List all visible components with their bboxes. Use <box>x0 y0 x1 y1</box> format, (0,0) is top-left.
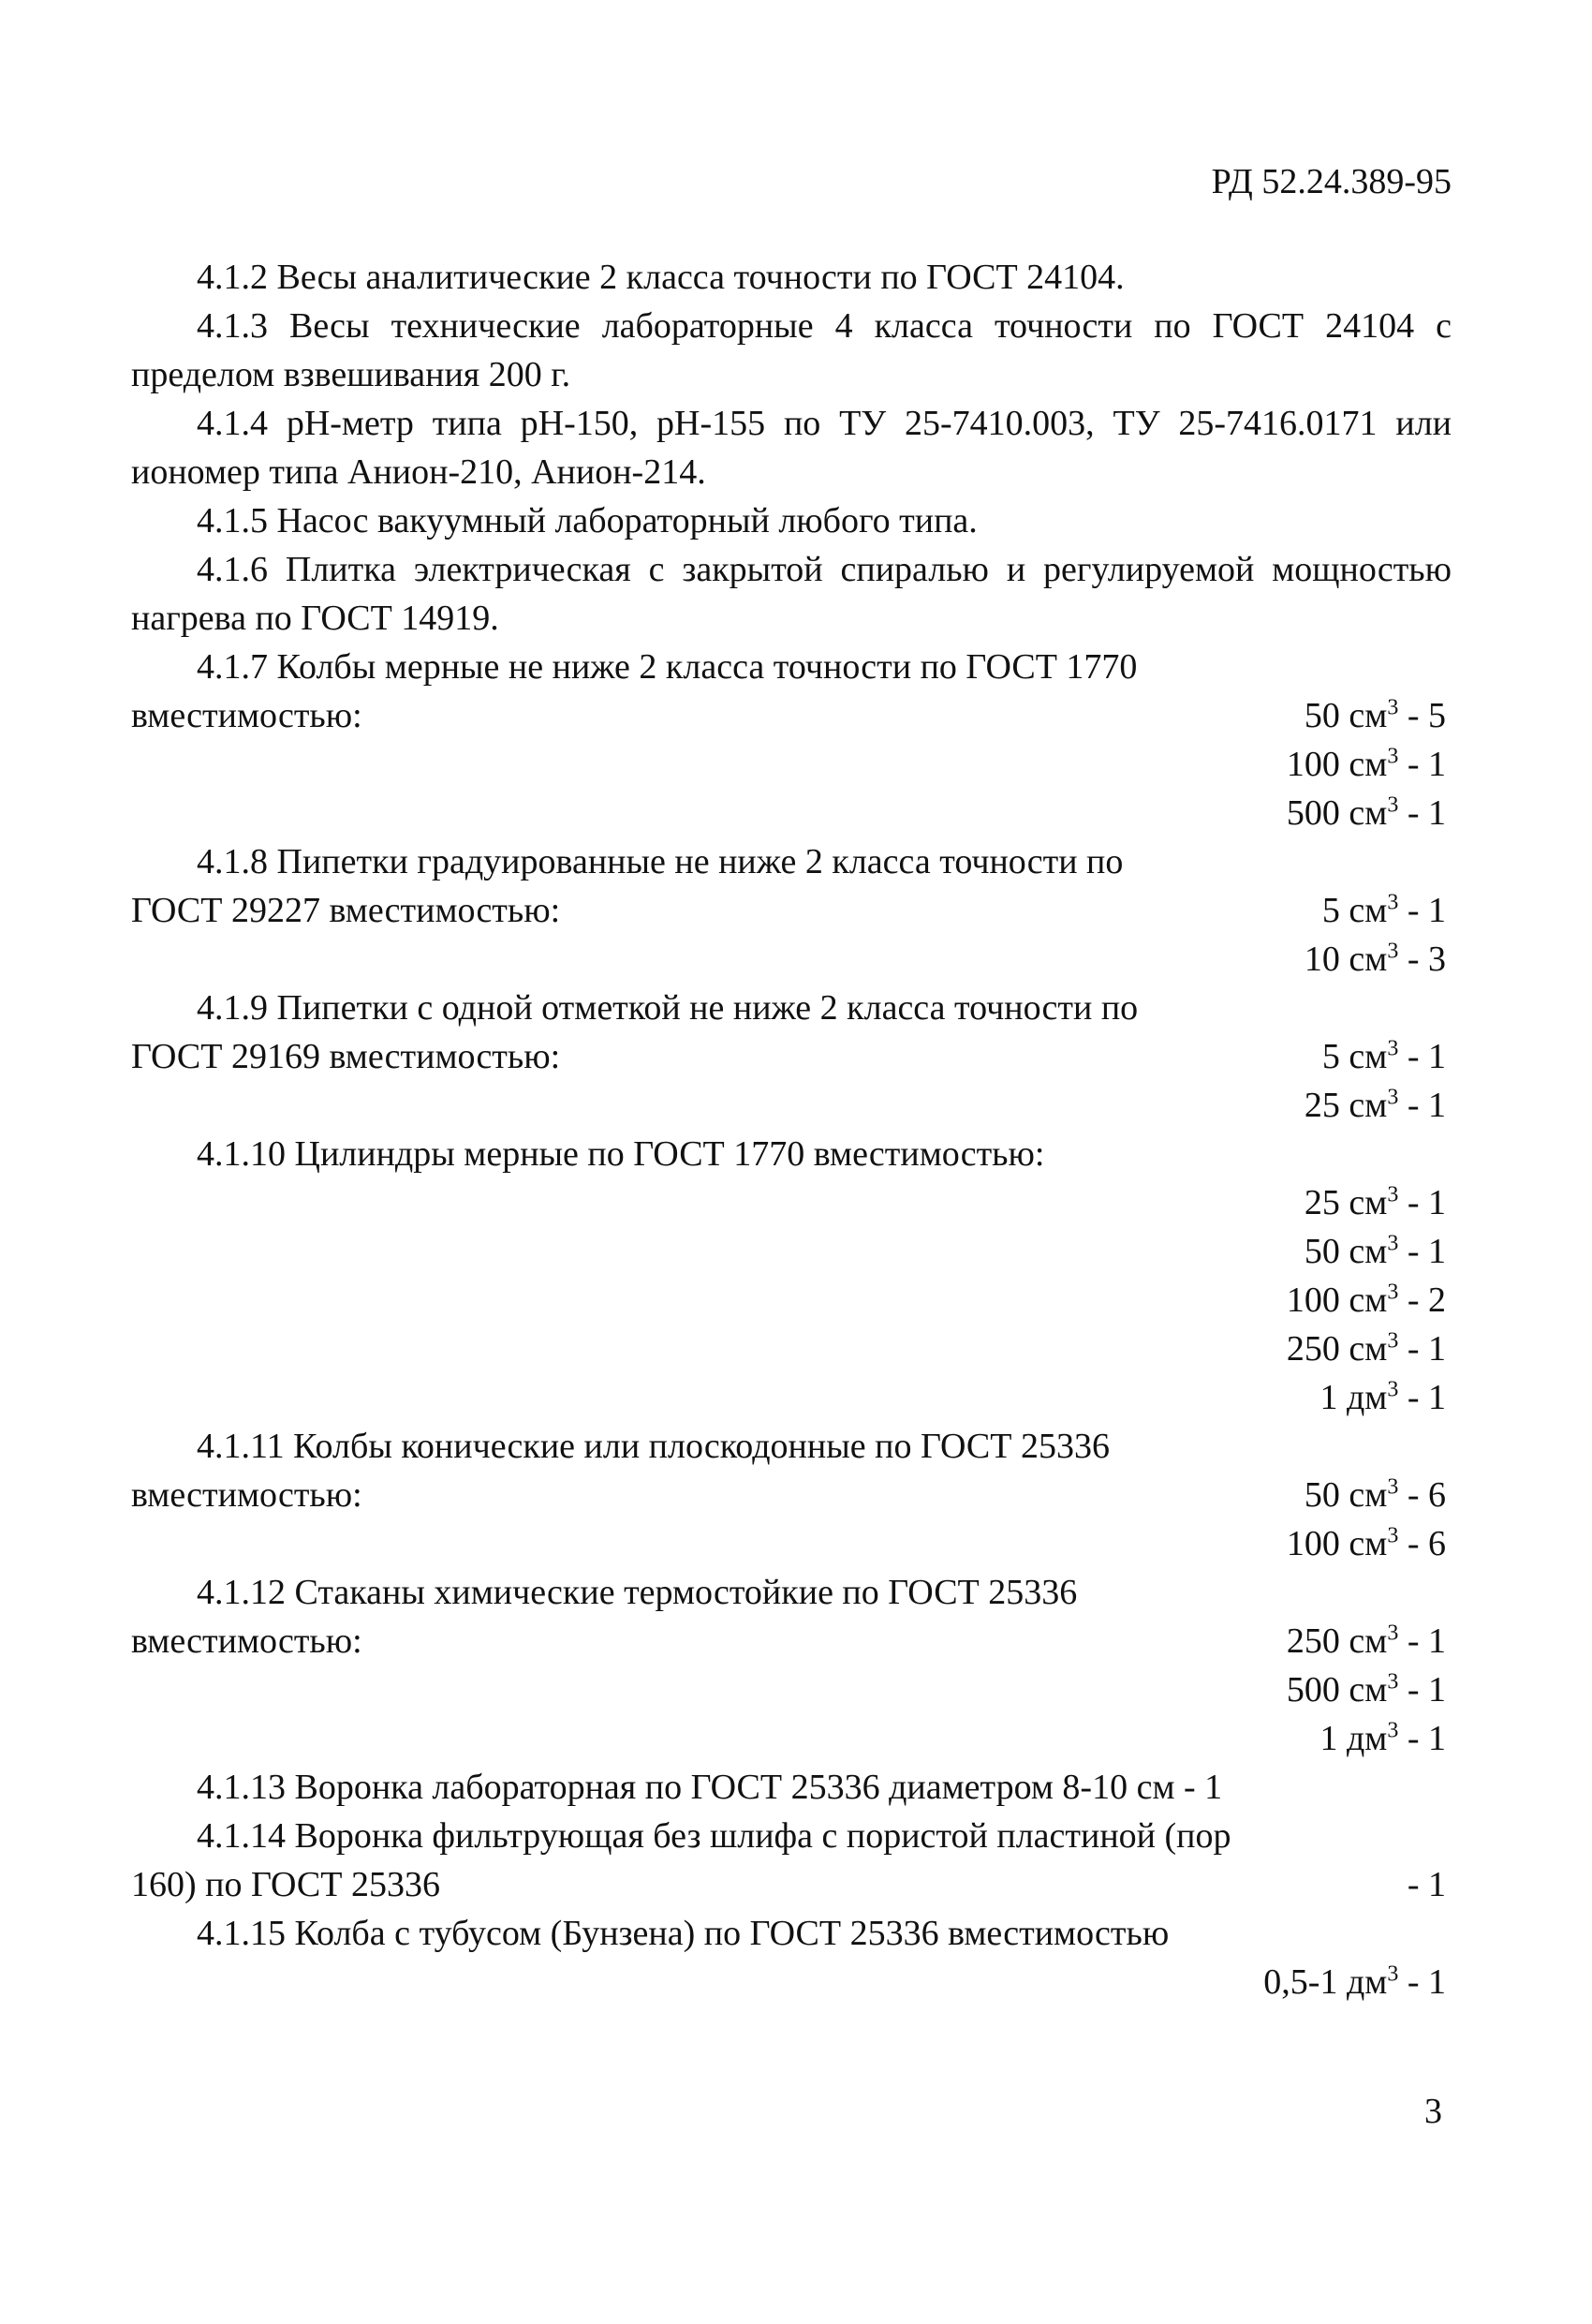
item-description: pH-метр типа pH-150, pH-155 по ТУ 25-7410.003, ТУ 25-7416.0171 или иономер типа Анион-210, Анион-214. <box>131 404 1452 492</box>
capacity-value <box>1305 1178 1452 1227</box>
list-item <box>131 837 1452 984</box>
capacity-value <box>1322 1032 1452 1081</box>
item-number: 4.1.14 <box>197 1816 286 1856</box>
item-description: Пипетки градуированные не ниже 2 класса точности по <box>276 842 1124 881</box>
capacity-row <box>131 1178 1452 1227</box>
item-text <box>131 1130 1452 1178</box>
capacity-row <box>131 1081 1452 1130</box>
capacity-unit-exponent: 3 <box>1387 1961 1399 1987</box>
item-number: 4.1.15 <box>197 1914 286 1953</box>
list-item <box>131 1568 1452 1763</box>
list-item <box>131 984 1452 1130</box>
capacity-row <box>131 1471 1452 1519</box>
capacity-row <box>131 935 1452 984</box>
capacity-value <box>1287 1276 1452 1325</box>
item-text <box>131 1568 1452 1617</box>
capacity-volume: 250 см <box>1286 1621 1388 1661</box>
item-text <box>131 399 1452 496</box>
item-number: 4.1.9 <box>197 988 268 1028</box>
list-item <box>131 302 1452 399</box>
capacity-row <box>131 1665 1452 1714</box>
item-number: 4.1.11 <box>197 1427 285 1466</box>
item-text <box>131 496 1452 545</box>
capacity-unit-exponent: 3 <box>1387 1718 1399 1743</box>
item-text <box>131 302 1452 399</box>
item-lead: ГОСТ 29169 вместимостью: <box>131 1037 561 1076</box>
capacity-count: - 5 <box>1407 696 1446 735</box>
item-number: 4.1.2 <box>197 258 268 297</box>
capacity-count: - 1 <box>1407 1329 1446 1369</box>
item-text <box>131 253 1452 302</box>
capacity-unit-exponent: 3 <box>1387 1328 1399 1354</box>
capacity-volume: 5 см <box>1321 1037 1388 1076</box>
capacity-unit-exponent: 3 <box>1387 939 1399 964</box>
item-text <box>131 984 1452 1032</box>
capacity-value <box>1305 935 1452 984</box>
capacity-count: - 1 <box>1407 1719 1446 1758</box>
item-number: 4.1.6 <box>197 550 268 589</box>
item-text <box>131 545 1452 643</box>
item-number: 4.1.5 <box>197 501 268 540</box>
list-item <box>131 1909 1452 2006</box>
item-description: Плитка электрическая с закрытой спиралью и регулируемой мощностью нагрева по ГОСТ 14919. <box>131 550 1452 638</box>
capacity-count: - 1 <box>1407 1865 1446 1904</box>
capacity-unit-exponent: 3 <box>1387 695 1399 720</box>
item-lead: вместимостью: <box>131 1475 362 1515</box>
item-description: Весы технические лабораторные 4 класса точности по ГОСТ 24104 с пределом взвешивания 200 г. <box>131 306 1452 394</box>
item-number: 4.1.4 <box>197 404 268 443</box>
item-description: Колбы конические или плоскодонные по ГОСТ 25336 <box>293 1427 1110 1466</box>
capacity-volume: 1 дм <box>1319 1719 1388 1758</box>
capacity-volume: 50 см <box>1304 696 1388 735</box>
capacity-row <box>131 691 1452 740</box>
capacity-count: - 6 <box>1407 1475 1446 1515</box>
item-description: Колбы мерные не ниже 2 класса точности по ГОСТ 1770 <box>276 647 1138 687</box>
capacity-unit-exponent: 3 <box>1387 1669 1399 1695</box>
capacity-value <box>1305 1081 1452 1130</box>
item-description: Стаканы химические термостойкие по ГОСТ 25336 <box>294 1573 1078 1612</box>
list-item <box>131 399 1452 496</box>
capacity-unit-exponent: 3 <box>1387 1182 1399 1207</box>
capacity-volume: 50 см <box>1304 1232 1388 1271</box>
capacity-value <box>1305 1227 1452 1276</box>
page-number: 3 <box>1424 2092 1442 2131</box>
item-description: Воронка лабораторная по ГОСТ 25336 диаметром 8-10 см - 1 <box>294 1768 1223 1807</box>
capacity-volume: 100 см <box>1286 745 1388 784</box>
capacity-value <box>1287 1325 1452 1373</box>
capacity-value <box>1287 1665 1452 1714</box>
capacity-row <box>131 1958 1452 2006</box>
capacity-row <box>131 740 1452 789</box>
item-text <box>131 1909 1452 1958</box>
capacity-count: - 2 <box>1407 1280 1446 1320</box>
list-item <box>131 1422 1452 1568</box>
item-text <box>131 837 1452 886</box>
list-item <box>131 253 1452 302</box>
capacity-row <box>131 1276 1452 1325</box>
capacity-count: - 1 <box>1407 1183 1446 1222</box>
list-item <box>131 1812 1452 1909</box>
capacity-unit-exponent: 3 <box>1387 1085 1399 1110</box>
capacity-row <box>131 886 1452 935</box>
capacity-row <box>131 1617 1452 1665</box>
item-number: 4.1.13 <box>197 1768 286 1807</box>
capacity-unit-exponent: 3 <box>1387 1280 1399 1305</box>
capacity-count: - 6 <box>1407 1524 1446 1563</box>
item-text <box>131 643 1452 691</box>
capacity-volume: 250 см <box>1286 1329 1388 1369</box>
capacity-volume: 500 см <box>1286 1670 1388 1710</box>
capacity-value <box>1408 1860 1452 1909</box>
capacity-row <box>131 1373 1452 1422</box>
capacity-row <box>131 1714 1452 1763</box>
capacity-value <box>1287 1519 1452 1568</box>
capacity-row <box>131 1227 1452 1276</box>
item-text <box>131 1812 1452 1860</box>
capacity-count: - 1 <box>1407 1378 1446 1417</box>
capacity-value <box>1322 886 1452 935</box>
item-description: Колба с тубусом (Бунзена) по ГОСТ 25336 вместимостью <box>294 1914 1170 1953</box>
capacity-unit-exponent: 3 <box>1387 1036 1399 1061</box>
list-item <box>131 496 1452 545</box>
item-lead: ГОСТ 29227 вместимостью: <box>131 891 561 930</box>
capacity-volume: 1 дм <box>1319 1378 1388 1417</box>
capacity-value <box>1287 1617 1452 1665</box>
capacity-value <box>1319 1714 1452 1763</box>
capacity-count: - 1 <box>1407 1621 1446 1661</box>
capacity-row <box>131 1032 1452 1081</box>
capacity-unit-exponent: 3 <box>1387 792 1399 818</box>
capacity-volume: 500 см <box>1286 793 1388 833</box>
capacity-unit-exponent: 3 <box>1387 1621 1399 1646</box>
capacity-count: - 1 <box>1407 745 1446 784</box>
capacity-value <box>1287 740 1452 789</box>
item-number: 4.1.3 <box>197 306 268 346</box>
item-description: Насос вакуумный лабораторный любого типа. <box>276 501 978 540</box>
capacity-volume: 0,5-1 дм <box>1263 1962 1388 2002</box>
capacity-row <box>131 1519 1452 1568</box>
item-description: Пипетки с одной отметкой не ниже 2 класса точности по <box>276 988 1139 1028</box>
capacity-value <box>1263 1958 1452 2006</box>
capacity-row <box>131 789 1452 837</box>
item-description: Весы аналитические 2 класса точности по ГОСТ 24104. <box>276 258 1125 297</box>
document-code: РД 52.24.389-95 <box>1211 162 1452 201</box>
capacity-count: - 1 <box>1407 1086 1446 1125</box>
capacity-unit-exponent: 3 <box>1387 1474 1399 1500</box>
capacity-value <box>1319 1373 1452 1422</box>
capacity-unit-exponent: 3 <box>1387 1523 1399 1548</box>
list-item <box>131 1130 1452 1422</box>
item-number: 4.1.7 <box>197 647 268 687</box>
item-lead: 160) по ГОСТ 25336 <box>131 1865 440 1904</box>
capacity-value <box>1305 1471 1452 1519</box>
item-number: 4.1.10 <box>197 1134 286 1174</box>
item-text <box>131 1763 1452 1812</box>
capacity-count: - 1 <box>1407 1670 1446 1710</box>
equipment-list <box>131 253 1452 2006</box>
capacity-value <box>1287 789 1452 837</box>
capacity-volume: 25 см <box>1304 1086 1388 1125</box>
list-item <box>131 545 1452 643</box>
capacity-volume: 5 см <box>1321 891 1388 930</box>
capacity-value <box>1305 691 1452 740</box>
list-item <box>131 1763 1452 1812</box>
capacity-unit-exponent: 3 <box>1387 1231 1399 1256</box>
capacity-row <box>131 1325 1452 1373</box>
item-number: 4.1.8 <box>197 842 268 881</box>
capacity-volume: 100 см <box>1286 1524 1388 1563</box>
item-description: Воронка фильтрующая без шлифа с пористой пластиной (пор <box>294 1816 1231 1856</box>
capacity-unit-exponent: 3 <box>1387 1377 1399 1402</box>
capacity-unit-exponent: 3 <box>1387 890 1399 915</box>
item-text <box>131 1422 1452 1471</box>
item-lead: вместимостью: <box>131 696 362 735</box>
capacity-count: - 1 <box>1407 1962 1446 2002</box>
capacity-volume: 100 см <box>1286 1280 1388 1320</box>
capacity-volume: 10 см <box>1304 940 1388 979</box>
capacity-count: - 3 <box>1407 940 1446 979</box>
list-item <box>131 643 1452 837</box>
capacity-volume: 50 см <box>1304 1475 1388 1515</box>
capacity-count: - 1 <box>1407 891 1446 930</box>
item-lead: вместимостью: <box>131 1621 362 1661</box>
capacity-count: - 1 <box>1407 1037 1446 1076</box>
capacity-unit-exponent: 3 <box>1387 744 1399 769</box>
capacity-count: - 1 <box>1407 793 1446 833</box>
capacity-count: - 1 <box>1407 1232 1446 1271</box>
item-description: Цилиндры мерные по ГОСТ 1770 вместимостью: <box>294 1134 1045 1174</box>
capacity-row <box>131 1860 1452 1909</box>
capacity-volume: 25 см <box>1304 1183 1388 1222</box>
item-number: 4.1.12 <box>197 1573 286 1612</box>
